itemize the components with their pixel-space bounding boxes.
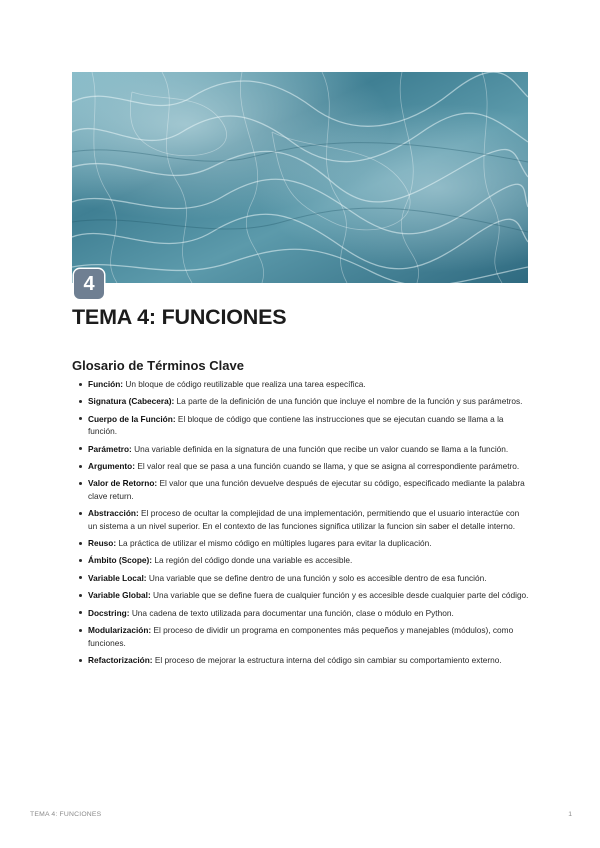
glossary-term: Signatura (Cabecera):: [88, 396, 175, 407]
glossary-term: Modularización:: [88, 625, 152, 636]
glossary-definition: El valor que una función devuelve después de ejecutar su código, especificado mediante la palabra clave return.: [88, 478, 525, 501]
glossary-item: [72, 654, 530, 666]
glossary-term: Función:: [88, 379, 124, 389]
glossary-item: [72, 624, 530, 649]
glossary-term: Abstracción:: [88, 508, 139, 519]
glossary-term: Refactorización:: [88, 654, 153, 665]
footer-chapter-title: TEMA 4: FUNCIONES: [30, 811, 102, 818]
footer-page-number: 1: [568, 811, 572, 818]
hero-water-image: [72, 72, 528, 283]
glossary-definition: El valor real que se pasa a una función cuando se llama, y que se asigna al correspondiente parámetro.: [137, 461, 520, 472]
glossary-definition: Un bloque de código reutilizable que realiza una tarea específica.: [125, 379, 366, 389]
glossary-term: Ámbito (Scope):: [88, 555, 153, 566]
glossary-term: Docstring:: [88, 607, 130, 618]
glossary-item: [72, 378, 530, 390]
glossary-item: [72, 460, 530, 472]
glossary-definition: El proceso de dividir un programa en componentes más pequeños y manejables (módulos), como funciones.: [88, 625, 514, 648]
glossary-definition: Una variable que se define dentro de una función y solo es accesible dentro de esa función.: [148, 572, 487, 583]
glossary-item: [72, 589, 530, 601]
glossary-term: Cuerpo de la Función:: [88, 413, 176, 424]
glossary-definition: El proceso de mejorar la estructura interna del código sin cambiar su comportamiento externo.: [154, 654, 502, 665]
page-title: TEMA 4: FUNCIONES: [72, 305, 287, 329]
glossary-term: Variable Global:: [88, 590, 151, 601]
glossary-term: Argumento:: [88, 461, 136, 472]
glossary-item: [72, 395, 530, 407]
glossary-item: [72, 507, 530, 532]
glossary-term: Reuso:: [88, 538, 117, 549]
glossary-heading: Glosario de Términos Clave: [72, 358, 244, 373]
glossary-item: [72, 413, 530, 438]
glossary-item: [72, 554, 530, 566]
water-texture-image: [72, 72, 528, 283]
glossary-term: Valor de Retorno:: [88, 478, 158, 489]
glossary-definition: La región del código donde una variable es accesible.: [154, 555, 353, 566]
glossary-definition: El proceso de ocultar la complejidad de una implementación, permitiendo que el usuario interactúe con un sistema a un nivel superior. En el contexto de las funciones significa utilizar la funcion sin saber el detalle interno.: [88, 508, 520, 531]
glossary-item: [72, 537, 530, 549]
glossary-item: [72, 443, 530, 455]
glossary-definition: La parte de la definición de una función que incluye el nombre de la función y sus parámetros.: [176, 396, 523, 407]
glossary-item: [72, 607, 530, 619]
glossary-definition: El bloque de código que contiene las instrucciones que se ejecutan cuando se llama a la función.: [88, 413, 504, 437]
chapter-number-badge: 4: [74, 269, 104, 299]
glossary-term: Variable Local:: [88, 572, 147, 583]
glossary-list: [72, 378, 530, 671]
glossary-item: [72, 572, 530, 584]
glossary-definition: Una variable definida en la signatura de una función que recibe un valor cuando se llama a la función.: [134, 443, 509, 454]
glossary-definition: La práctica de utilizar el mismo código en múltiples lugares para evitar la duplicación.: [118, 538, 432, 549]
glossary-definition: Una cadena de texto utilizada para documentar una función, clase o módulo en Python.: [131, 607, 454, 618]
glossary-term: Parámetro:: [88, 443, 132, 454]
glossary-item: [72, 477, 530, 502]
glossary-definition: Una variable que se define fuera de cualquier función y es accesible desde cualquier parte del código.: [153, 590, 529, 601]
